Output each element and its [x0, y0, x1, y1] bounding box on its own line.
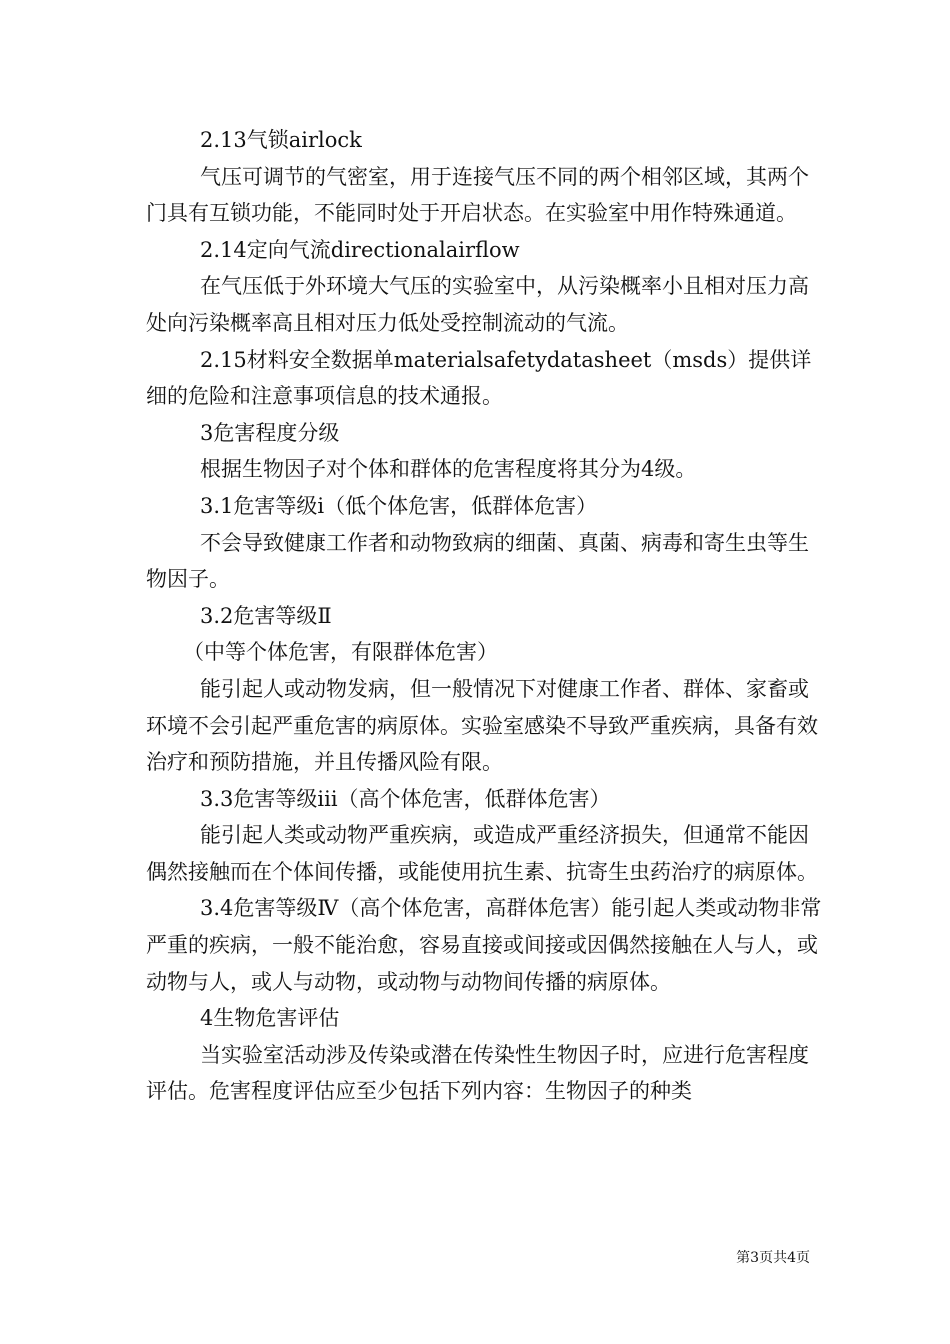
paragraph-hazard-levels: 根据生物因子对个体和群体的危害程度将其分为4级。: [200, 457, 697, 482]
paragraph-3-4-level-4: 3.4危害等级Ⅳ（高个体危害，高群体危害）能引起人类或动物非常严重的疾病，一般不能治愈，容易直接或间接或因偶然接触在人与人，或动物与人，或人与动物，或动物与动物间传播的病原体。: [146, 896, 822, 994]
paragraph-level-3: 能引起人类或动物严重疾病，或造成严重经济损失，但通常不能因偶然接触而在个体间传播，或能使用抗生素、抗寄生虫药治疗的病原体。: [146, 823, 818, 884]
heading-3-2-subtitle: （中等个体危害，有限群体危害）: [183, 640, 498, 665]
page-number-footer: 第3页共4页: [736, 1250, 810, 1266]
heading-3-3: 3.3危害等级iii（高个体危害，低群体危害）: [200, 786, 611, 811]
heading-2-13: 2.13气锁airlock: [200, 128, 362, 152]
paragraph-level-2: 能引起人或动物发病，但一般情况下对健康工作者、群体、家畜或环境不会引起严重危害的病原体。实验室感染不导致严重疾病，具备有效治疗和预防措施，并且传播风险有限。: [146, 676, 818, 775]
paragraph-airlock-definition: 气压可调节的气密室，用于连接气压不同的两个相邻区域，其两个门具有互锁功能，不能同时处于开启状态。在实验室中用作特殊通道。: [146, 164, 809, 226]
heading-4: 4生物危害评估: [200, 1006, 340, 1031]
heading-3-2: 3.2危害等级Ⅱ: [200, 603, 332, 628]
paragraph-airflow-definition: 在气压低于外环境大气压的实验室中，从污染概率小且相对压力高处向污染概率高且相对压力低处受控制流动的气流。: [146, 274, 809, 335]
paragraph-level-1: 不会导致健康工作者和动物致病的细菌、真菌、病毒和寄生虫等生物因子。: [146, 530, 809, 592]
document-body: [146, 122, 826, 1110]
heading-2-14: 2.14定向气流directionalairflow: [200, 237, 520, 262]
paragraph-risk-assessment: 当实验室活动涉及传染或潜在传染性生物因子时，应进行危害程度评估。危害程度评估应至少包括下列内容：生物因子的种类: [146, 1042, 809, 1104]
heading-3-1: 3.1危害等级i（低个体危害，低群体危害）: [200, 493, 598, 518]
paragraph-2-15-msds: 2.15材料安全数据单materialsafetydatasheet（msds）提供详细的危险和注意事项信息的技术通报。: [146, 347, 812, 409]
heading-3: 3危害程度分级: [200, 420, 340, 445]
